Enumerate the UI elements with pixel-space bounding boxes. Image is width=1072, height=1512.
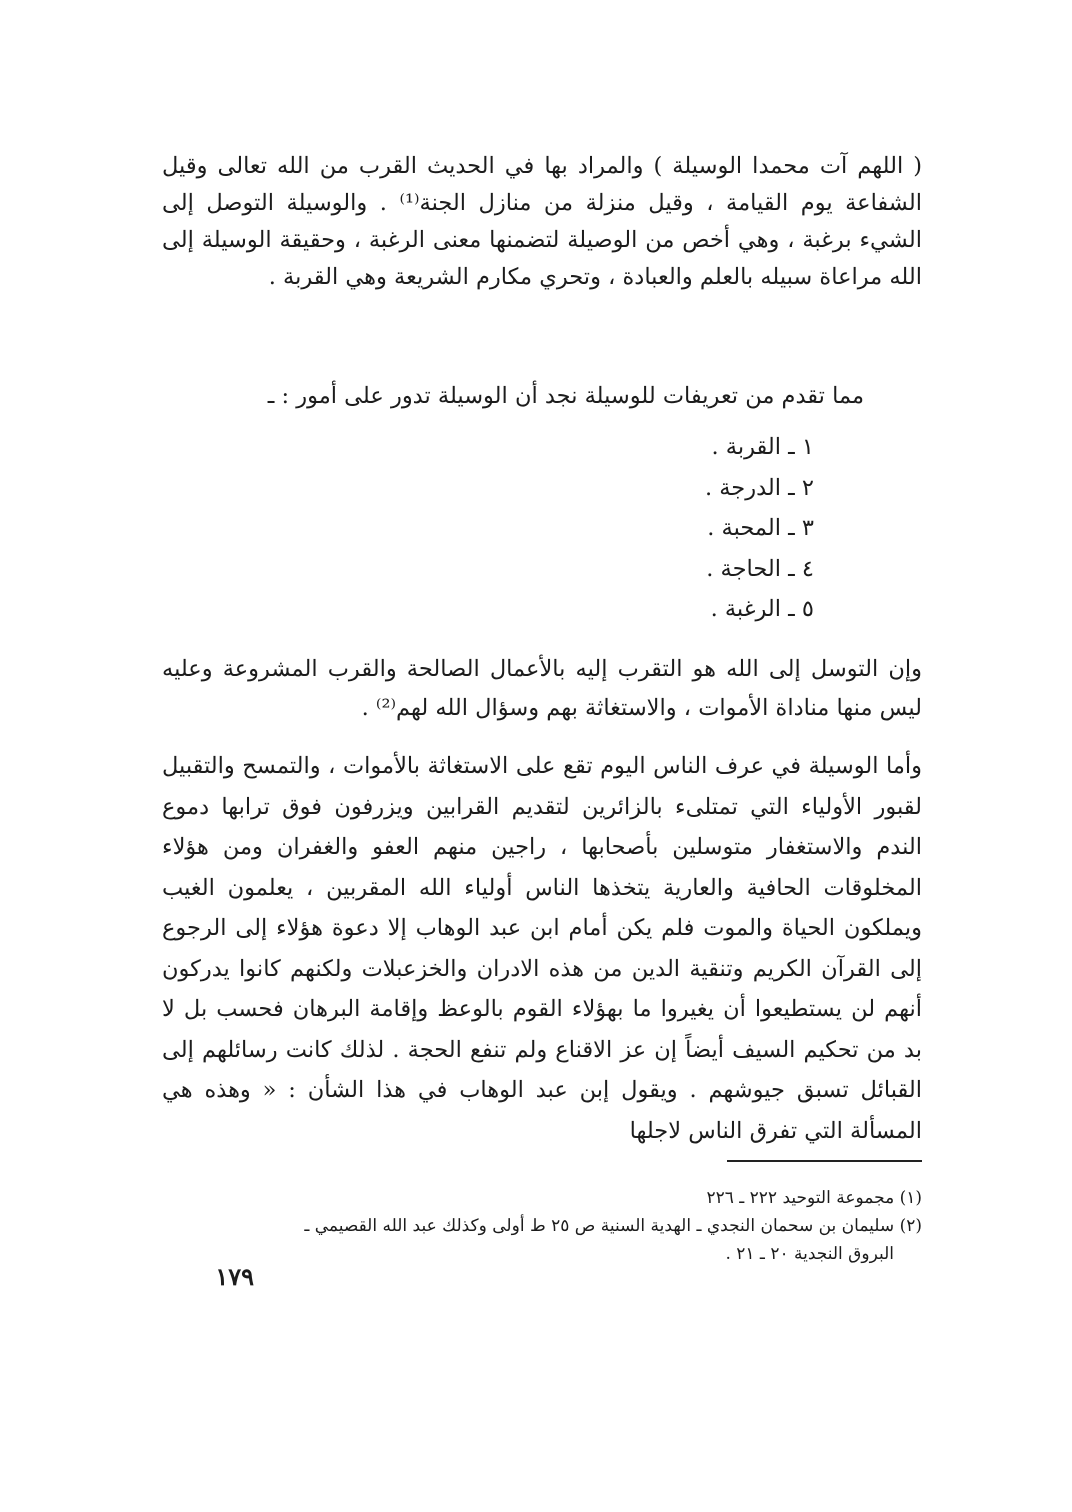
- footnote-2: (٢) سليمان بن سحمان النجدي ـ الهدية السنية ص ٢٥ ط أولى وكذلك عبد الله القصيمي ـ: [304, 1216, 922, 1236]
- footnote-2-continuation: البروق النجدية ٢٠ ـ ٢١ .: [725, 1244, 894, 1264]
- paragraph-definition: ( اللهم آت محمدا الوسيلة ) والمراد بها في الحديث القرب من الله تعالى وقيل الشفاعة يوم القيامة ، وقيل منزلة من منازل الجنة⁽¹⁾ . والوسيلة التوصل إلى الشيء برغبة ، وهي أخص من الوصيلة لتضمنها معنى الرغبة ، وحقيقة الوسيلة إلى الله مراعاة سبيله بالعلم والعبادة ، وتحري مكارم الشريعة وهي القربة .: [162, 153, 922, 290]
- list-item: ٤ ـ الحاجة .: [706, 555, 814, 582]
- meanings-list: [705, 427, 814, 630]
- paragraph-tawassul: وإن التوسل إلى الله هو التقرب إليه بالأعمال الصالحة والقرب المشروعة وعليه ليس منها مناداة الأموات ، والاستغاثة بهم وسؤال الله لهم⁽²⁾ .: [162, 656, 922, 721]
- list-item: ٥ ـ الرغبة .: [710, 596, 814, 622]
- list-item: ٣ ـ المحبة .: [707, 515, 814, 541]
- page-number: ١٧٩: [215, 1262, 254, 1291]
- paragraph-common-usage: وأما الوسيلة في عرف الناس اليوم تقع على الاستغاثة بالأموات ، والتمسح والتقبيل لقبور الأولياء التي تمتلىء بالزائرين لتقديم القرابين ويزرفون فوق ترابها دموع الندم والاستغفار متوسلين بأصحابها ، راجين منهم العفو والغفران ومن هؤلاء المخلوقات الحافية والعارية يتخذها الناس أولياء الله المقربين ، يعلمون الغيب ويملكون الحياة والموت فلم يكن أمام ابن عبد الوهاب إلا دعوة هؤلاء إلى الرجوع إلى القرآن الكريم وتنقية الدين من هذه الادران والخزعبلات ولكنهم كانوا يدركون أنهم لن يستطيعوا أن يغيروا ما بهؤلاء القوم بالوعظ وإقامة البرهان فحسب بل لا بد من تحكيم السيف أيضاً إن عز الاقناع ولم تنفع الحجة . لذلك كانت رسائلهم إلى القبائل تسبق جيوشهم . ويقول إبن عبد الوهاب في هذا الشأن : « وهذه هي المسألة التي تفرق الناس لاجلها: [162, 753, 922, 1144]
- footnote-divider: [727, 1160, 922, 1162]
- list-item: ٢ ـ الدرجة .: [704, 474, 814, 501]
- list-item: ١ ـ القربة .: [711, 434, 814, 460]
- footnote-1: (١) مجموعة التوحيد ٢٢٢ ـ ٢٢٦: [706, 1188, 922, 1208]
- footnotes: [162, 1184, 922, 1268]
- paragraph-intro-list: مما تقدم من تعريفات للوسيلة نجد أن الوسيلة تدور على أمور : ـ: [267, 383, 864, 409]
